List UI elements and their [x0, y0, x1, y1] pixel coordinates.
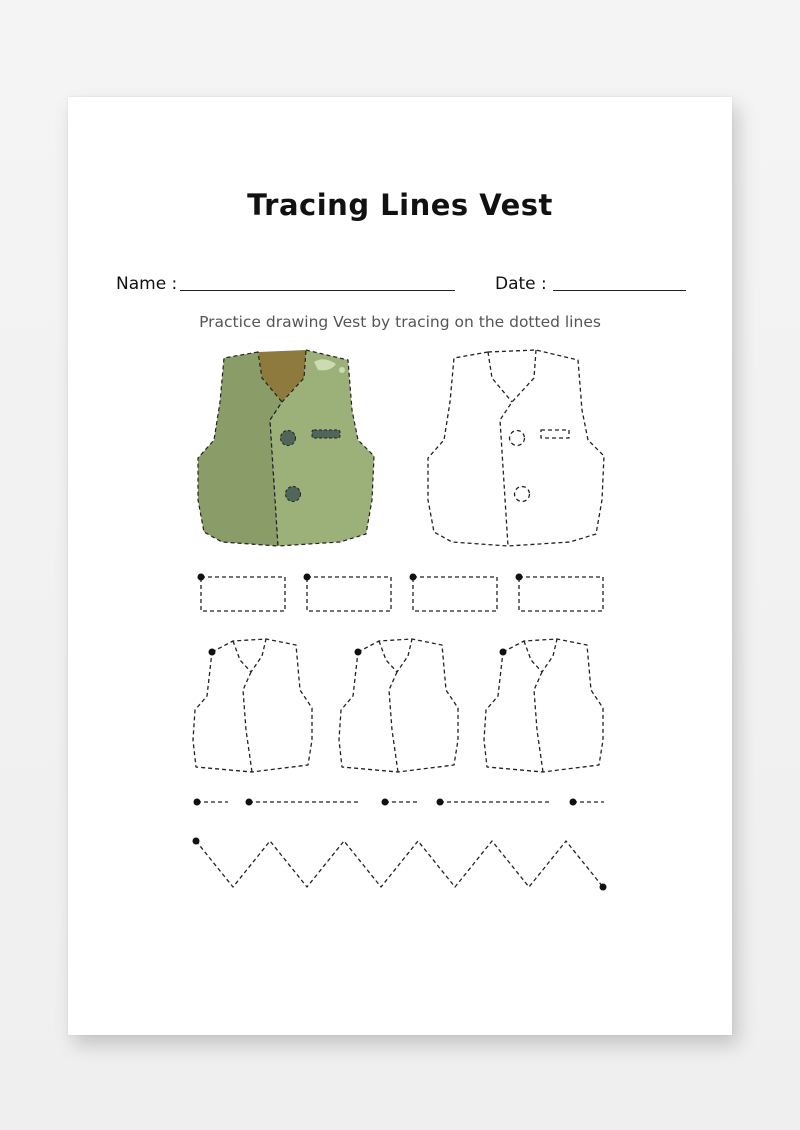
instructions-text: Practice drawing Vest by tracing on the dotted lines — [199, 313, 601, 331]
small-vest-trace-3[interactable] — [484, 639, 603, 772]
vest-trace-outline[interactable] — [428, 350, 604, 546]
worksheet-title: Tracing Lines Vest — [247, 188, 553, 222]
small-vest-trace-1[interactable] — [193, 639, 312, 772]
vest-pocket — [312, 430, 340, 438]
name-label: Name : — [116, 274, 178, 294]
zigzag-tracing-line[interactable] — [193, 838, 607, 891]
small-vest-trace-2[interactable] — [339, 639, 458, 772]
line-tracing-row[interactable] — [194, 799, 605, 806]
vest-button-bottom — [286, 487, 301, 502]
vest-button-top — [281, 431, 296, 446]
rectangle-tracing-row[interactable] — [198, 574, 604, 612]
date-label: Date : — [495, 274, 547, 294]
vest-color-illustration — [198, 350, 374, 546]
